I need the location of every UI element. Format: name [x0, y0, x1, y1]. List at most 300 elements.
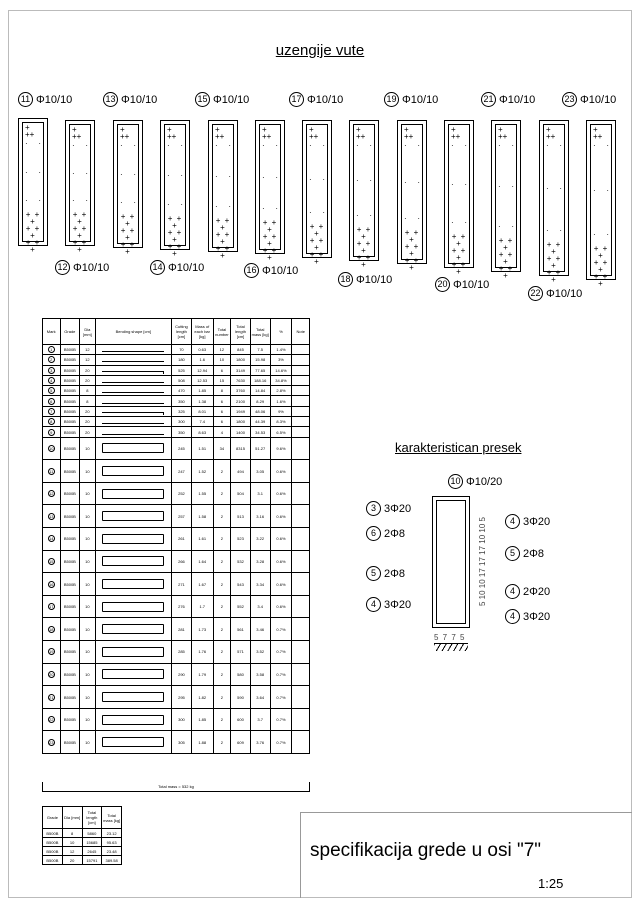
cell-cut: 261	[172, 528, 192, 551]
cell-num: 6	[213, 417, 231, 427]
col-header: %	[270, 319, 292, 345]
mark-circle: 7	[48, 408, 55, 415]
cell-cut: 247	[172, 460, 192, 483]
cell-cut: 266	[172, 550, 192, 573]
mark-circle: 12	[49, 491, 54, 497]
cell-mark	[43, 406, 61, 416]
shape-sketch	[102, 351, 164, 352]
bending-shape	[95, 365, 172, 375]
table-row	[43, 375, 310, 385]
cell-pct: 8.3%	[270, 417, 292, 427]
mark-circle: 12	[55, 260, 70, 275]
cell-note	[292, 365, 310, 375]
stirrup-drawing: + ++ · · · · · · + + + + + + + + +	[255, 120, 285, 254]
cell: 2645	[82, 847, 102, 856]
col-header: Total mass [kg]	[250, 319, 270, 345]
cell-tmass: 3.58	[250, 663, 270, 686]
shape-sketch	[102, 489, 164, 499]
section-label-right	[505, 546, 544, 561]
bending-shape	[95, 550, 172, 573]
mark-circle: 22	[528, 286, 543, 301]
cell-tlen: 532	[231, 550, 251, 573]
stirrup-label-top	[18, 92, 72, 107]
cell-tmass: 48.06	[250, 406, 270, 416]
bar-spec: 3Φ20	[384, 502, 412, 515]
cell-tmass: 3.76	[250, 731, 270, 754]
shape-sketch	[102, 647, 164, 657]
cell-mass: 1.73	[191, 618, 213, 641]
col-header: Note	[292, 319, 310, 345]
shape-line	[102, 434, 164, 435]
mark-circle: 14	[150, 260, 165, 275]
cell-dia: 10	[80, 460, 95, 483]
cell-num: 10	[213, 355, 231, 365]
cell-num: 2	[213, 663, 231, 686]
shape-sketch	[102, 382, 164, 383]
cell-num: 6	[213, 406, 231, 416]
cell-grade: B500B	[60, 731, 80, 754]
cell-pct: 0.7%	[270, 708, 292, 731]
stirrup-spec: Φ10/10	[402, 93, 439, 106]
cell-dia: 8	[80, 386, 95, 396]
cell-pct: 14.6%	[270, 365, 292, 375]
stirrup-spec: Φ10/10	[499, 93, 536, 106]
col-header: Cutting length [cm]	[172, 319, 192, 345]
cell-mass: 1.55	[191, 482, 213, 505]
cell-cut: 70	[172, 345, 192, 355]
stirrup-label-top	[103, 92, 157, 107]
shape-sketch	[102, 534, 164, 544]
cell-tmass: 3.1	[250, 482, 270, 505]
cell-mass: 12.53	[191, 375, 213, 385]
bending-shape	[95, 386, 172, 396]
cell-cut: 350	[172, 427, 192, 437]
cell-note	[292, 708, 310, 731]
cell-mass: 1.85	[191, 386, 213, 396]
cell-note	[292, 731, 310, 754]
cell-tmass: 8.29	[250, 396, 270, 406]
cell-mass: 1.58	[191, 505, 213, 528]
cell-num: 2	[213, 686, 231, 709]
cell-mark	[43, 641, 61, 664]
cell-dia: 20	[80, 406, 95, 416]
cell-pct: 9.6%	[270, 437, 292, 460]
mark-circle: 19	[384, 92, 399, 107]
cell-grade: B500B	[60, 345, 80, 355]
cell-mass: 1.64	[191, 550, 213, 573]
mark-circle: 4	[505, 609, 520, 624]
cell-cut: 271	[172, 573, 192, 596]
cell-tlen: 7630	[231, 375, 251, 385]
cell: 23.12	[102, 829, 122, 838]
mark-circle: 5	[48, 387, 55, 394]
shape-sketch	[102, 624, 164, 634]
cell-tlen: 845	[231, 345, 251, 355]
stirrup-drawing: + ++ · · · · · · + + + + + + + + +	[444, 120, 474, 268]
cell-dia: 12	[80, 345, 95, 355]
cell-dia: 20	[80, 375, 95, 385]
mark-circle: 4	[505, 514, 520, 529]
stirrup-drawing: + ++ · · · · · · + + + + + + + + +	[18, 118, 48, 246]
mark-circle: 6	[366, 526, 381, 541]
cell-mark	[43, 618, 61, 641]
shape-sketch	[102, 556, 164, 566]
cell: 12	[62, 847, 82, 856]
table-row	[43, 505, 310, 528]
stirrup-label-bottom	[338, 272, 392, 287]
shape-line	[102, 556, 164, 566]
shape-line	[102, 466, 164, 476]
stirrup-spec: Φ10/10	[73, 261, 110, 274]
stirrup-spec: Φ10/10	[307, 93, 344, 106]
cell-tmass: 3.46	[250, 618, 270, 641]
stirrup-label-top	[384, 92, 438, 107]
cell-pct: 6.5%	[270, 427, 292, 437]
col-header: Grade	[43, 807, 63, 829]
cell-grade: B500B	[60, 708, 80, 731]
mark-circle: 16	[244, 263, 259, 278]
mark-circle: 20	[49, 671, 54, 677]
shape-line	[102, 602, 164, 612]
table-row	[43, 856, 122, 865]
cell-grade: B500B	[60, 365, 80, 375]
mark-circle: 5	[505, 546, 520, 561]
cell-tlen: 513	[231, 505, 251, 528]
table-row	[43, 355, 310, 365]
bar-schedule-body	[43, 345, 310, 754]
table-row	[43, 396, 310, 406]
bar-spec: 3Φ20	[384, 598, 412, 611]
cell-mark	[43, 460, 61, 483]
stirrup-spec: Φ10/10	[546, 287, 583, 300]
cell-tmass: 51.27	[250, 437, 270, 460]
cell-grade: B500B	[60, 460, 80, 483]
table-header-row	[43, 807, 122, 829]
cell-note	[292, 505, 310, 528]
cell-mass: 0.63	[191, 345, 213, 355]
cell-note	[292, 427, 310, 437]
cell-pct: 0.7%	[270, 686, 292, 709]
mark-circle: 21	[49, 694, 54, 700]
cell-cut: 508	[172, 375, 192, 385]
cell-cut: 285	[172, 641, 192, 664]
stirrup-drawing: + ++ · · · · · · + + + + + + + + +	[349, 120, 379, 261]
cell-pct: 34.8%	[270, 375, 292, 385]
cell-cut: 300	[172, 708, 192, 731]
cell-dia: 20	[80, 417, 95, 427]
mark-circle: 16	[49, 581, 54, 587]
cell-tmass: 7.5	[250, 345, 270, 355]
cell-pct: 0.6%	[270, 482, 292, 505]
cell-tlen: 561	[231, 618, 251, 641]
stirrup-label-top	[562, 92, 616, 107]
cell-tmass: 3.4	[250, 595, 270, 618]
section-stirrup-label	[448, 474, 502, 489]
mark-circle: 20	[435, 277, 450, 292]
cell-pct: 0.6%	[270, 573, 292, 596]
mark-circle: 19	[49, 649, 54, 655]
bending-shape	[95, 427, 172, 437]
cell-mark	[43, 365, 61, 375]
cell-cut: 295	[172, 686, 192, 709]
cell-dia: 10	[80, 663, 95, 686]
shape-line	[102, 361, 164, 362]
cell: 23.48	[102, 847, 122, 856]
table-row	[43, 460, 310, 483]
cell-num: 2	[213, 708, 231, 731]
bending-shape	[95, 417, 172, 427]
shape-line	[102, 534, 164, 544]
drawing-title: specifikacija grede u osi "7"	[310, 840, 542, 861]
cell-cut: 350	[172, 396, 192, 406]
cell-tlen: 1400	[231, 427, 251, 437]
mark-circle: 9	[48, 429, 55, 436]
shape-line	[102, 403, 164, 404]
cell-dia: 10	[80, 641, 95, 664]
cell-cut: 252	[172, 482, 192, 505]
bending-shape	[95, 708, 172, 731]
cell-mass: 8.63	[191, 427, 213, 437]
cell-dia: 10	[80, 482, 95, 505]
cell-mass: 8.01	[191, 406, 213, 416]
mark-circle: 10	[448, 474, 463, 489]
cell-num: 6	[213, 365, 231, 375]
bending-shape	[95, 686, 172, 709]
mark-circle: 15	[195, 92, 210, 107]
bar-spec: 2Φ8	[384, 527, 406, 540]
table-row	[43, 550, 310, 573]
table-row	[43, 386, 310, 396]
cell-pct: 3%	[270, 355, 292, 365]
cell-tlen: 609	[231, 731, 251, 754]
cell-mark	[43, 396, 61, 406]
cell-mass: 1.61	[191, 528, 213, 551]
bending-shape	[95, 505, 172, 528]
cell-mark	[43, 375, 61, 385]
cell-grade: B500B	[60, 396, 80, 406]
shape-line	[102, 579, 164, 589]
table-row	[43, 686, 310, 709]
cell-num: 6	[213, 396, 231, 406]
stirrup-drawing: + ++ · · · · · · + + + + + + + + +	[208, 120, 238, 252]
cell: 389.58	[102, 856, 122, 865]
cell-num: 2	[213, 460, 231, 483]
cell-mass: 12.94	[191, 365, 213, 375]
cell-num: 2	[213, 528, 231, 551]
bar-spec: 2Φ8	[523, 547, 545, 560]
mark-circle: 21	[481, 92, 496, 107]
cell-cut: 245	[172, 437, 192, 460]
mark-circle: 15	[49, 558, 54, 564]
stirrup-label-top	[289, 92, 343, 107]
shape-sketch	[102, 371, 164, 374]
cell-tlen: 3760	[231, 386, 251, 396]
cell-tmass: 15.98	[250, 355, 270, 365]
cell-pct: 0.6%	[270, 595, 292, 618]
stirrup-spec: Φ10/10	[262, 264, 299, 277]
shape-sketch	[102, 443, 164, 453]
bending-shape	[95, 345, 172, 355]
cell-tlen: 552	[231, 595, 251, 618]
shape-line	[102, 715, 164, 725]
bending-shape	[95, 375, 172, 385]
cell-tmass: 3.7	[250, 708, 270, 731]
cell-cut: 525	[172, 365, 192, 375]
cell-grade: B500B	[60, 618, 80, 641]
cell-mass: 1.52	[191, 460, 213, 483]
stirrup-label-bottom	[435, 277, 489, 292]
col-header: Total mass [kg]	[102, 807, 122, 829]
cell-dia: 10	[80, 550, 95, 573]
cell-tmass: 3.22	[250, 528, 270, 551]
stirrup-spec: Φ10/10	[580, 93, 617, 106]
cell-grade: B500B	[60, 386, 80, 396]
cell-pct: 0.6%	[270, 550, 292, 573]
beam-cross-section	[432, 496, 470, 628]
cell-tmass: 3.16	[250, 505, 270, 528]
cell-dia: 8	[80, 396, 95, 406]
cell-grade: B500B	[60, 528, 80, 551]
cell-tmass: 3.05	[250, 460, 270, 483]
table-row	[43, 838, 122, 847]
cell-num: 2	[213, 731, 231, 754]
table-row	[43, 708, 310, 731]
cell-cut: 305	[172, 731, 192, 754]
cell-num: 2	[213, 595, 231, 618]
stirrup-spec: Φ10/10	[453, 278, 490, 291]
cell-tlen: 1949	[231, 406, 251, 416]
cell-dia: 10	[80, 618, 95, 641]
table-row	[43, 406, 310, 416]
support-hatch	[434, 643, 468, 651]
cell: 15685	[82, 838, 102, 847]
table-row	[43, 573, 310, 596]
cell-mass: 1.38	[191, 396, 213, 406]
shape-line	[102, 737, 164, 747]
cell-mark	[43, 355, 61, 365]
cell-note	[292, 550, 310, 573]
cell-note	[292, 573, 310, 596]
cell: B500B	[43, 829, 63, 838]
cell-tlen: 600	[231, 708, 251, 731]
mark-circle: 17	[289, 92, 304, 107]
cell-tlen: 571	[231, 641, 251, 664]
cell-note	[292, 482, 310, 505]
cell-mass: 1.76	[191, 641, 213, 664]
col-header: Mark	[43, 319, 61, 345]
mark-circle: 4	[366, 597, 381, 612]
cell-pct: 0.6%	[270, 505, 292, 528]
bending-shape	[95, 396, 172, 406]
cell-mark	[43, 686, 61, 709]
cell-tlen: 494	[231, 460, 251, 483]
stirrup-label-top	[195, 92, 249, 107]
cell-note	[292, 417, 310, 427]
cell-num: 2	[213, 482, 231, 505]
stirrups-title: uzengije vute	[275, 42, 365, 59]
cell-grade: B500B	[60, 505, 80, 528]
shape-line	[102, 412, 164, 415]
stirrup-label-bottom	[150, 260, 204, 275]
section-label-right	[505, 514, 550, 529]
cell-num: 2	[213, 641, 231, 664]
cell-mark	[43, 505, 61, 528]
cell-mark	[43, 595, 61, 618]
stirrup-spec: Φ10/20	[466, 475, 503, 488]
mark-circle: 14	[49, 536, 54, 542]
mark-circle: 4	[48, 377, 55, 384]
stirrup-label-top	[481, 92, 535, 107]
mark-circle: 22	[49, 717, 54, 723]
cell-num: 2	[213, 573, 231, 596]
cell-note	[292, 460, 310, 483]
col-header: Bending shape [cm]	[95, 319, 172, 345]
bending-shape	[95, 595, 172, 618]
table-row	[43, 731, 310, 754]
cell-note	[292, 618, 310, 641]
cell-dia: 10	[80, 573, 95, 596]
shape-line	[102, 382, 164, 383]
table-row	[43, 345, 310, 355]
section-side-dimensions: 5 10 10 17 17 17 10 10 5	[478, 517, 487, 607]
cell-dia: 12	[80, 355, 95, 365]
shape-sketch	[102, 434, 164, 435]
cell-num: 4	[213, 427, 231, 437]
cell-grade: B500B	[60, 641, 80, 664]
cell-dia: 10	[80, 528, 95, 551]
cell-pct: 0.6%	[270, 460, 292, 483]
cell-mark	[43, 482, 61, 505]
table-row	[43, 427, 310, 437]
cell-mark	[43, 417, 61, 427]
table-row	[43, 847, 122, 856]
col-header: Total length [cm]	[231, 319, 251, 345]
cell-tmass: 3.64	[250, 686, 270, 709]
cell-note	[292, 375, 310, 385]
table-row	[43, 663, 310, 686]
cell-cut: 470	[172, 386, 192, 396]
cell-num: 8	[213, 386, 231, 396]
shape-sketch	[102, 511, 164, 521]
cell-mass: 1.85	[191, 708, 213, 731]
cell: 20	[62, 856, 82, 865]
cell-tlen: 543	[231, 573, 251, 596]
col-header: Total number	[213, 319, 231, 345]
cell-note	[292, 406, 310, 416]
table-row	[43, 829, 122, 838]
cell-dia: 20	[80, 365, 95, 375]
bending-shape	[95, 663, 172, 686]
cell-tlen: 1800	[231, 355, 251, 365]
cell-pct: 0.7%	[270, 641, 292, 664]
cell: 5860	[82, 829, 102, 838]
cell: 10	[62, 838, 82, 847]
shape-line	[102, 443, 164, 453]
cell: 8	[62, 829, 82, 838]
cell-pct: 2.8%	[270, 386, 292, 396]
shape-line	[102, 489, 164, 499]
shape-sketch	[102, 423, 164, 424]
cell-tmass: 34.53	[250, 427, 270, 437]
stirrup-drawing: + ++ · · · · · · + + + + + + + + +	[397, 120, 427, 264]
cell-pct: 1.6%	[270, 396, 292, 406]
stirrup-drawing: + ++ · · · · · · + + + + + + + + +	[65, 120, 95, 246]
stirrup-drawing: + ++ · · · · · · + + + + + + + + +	[113, 120, 143, 248]
cell-cut: 325	[172, 406, 192, 416]
cell-note	[292, 396, 310, 406]
cell-tmass: 77.65	[250, 365, 270, 375]
table-row	[43, 595, 310, 618]
